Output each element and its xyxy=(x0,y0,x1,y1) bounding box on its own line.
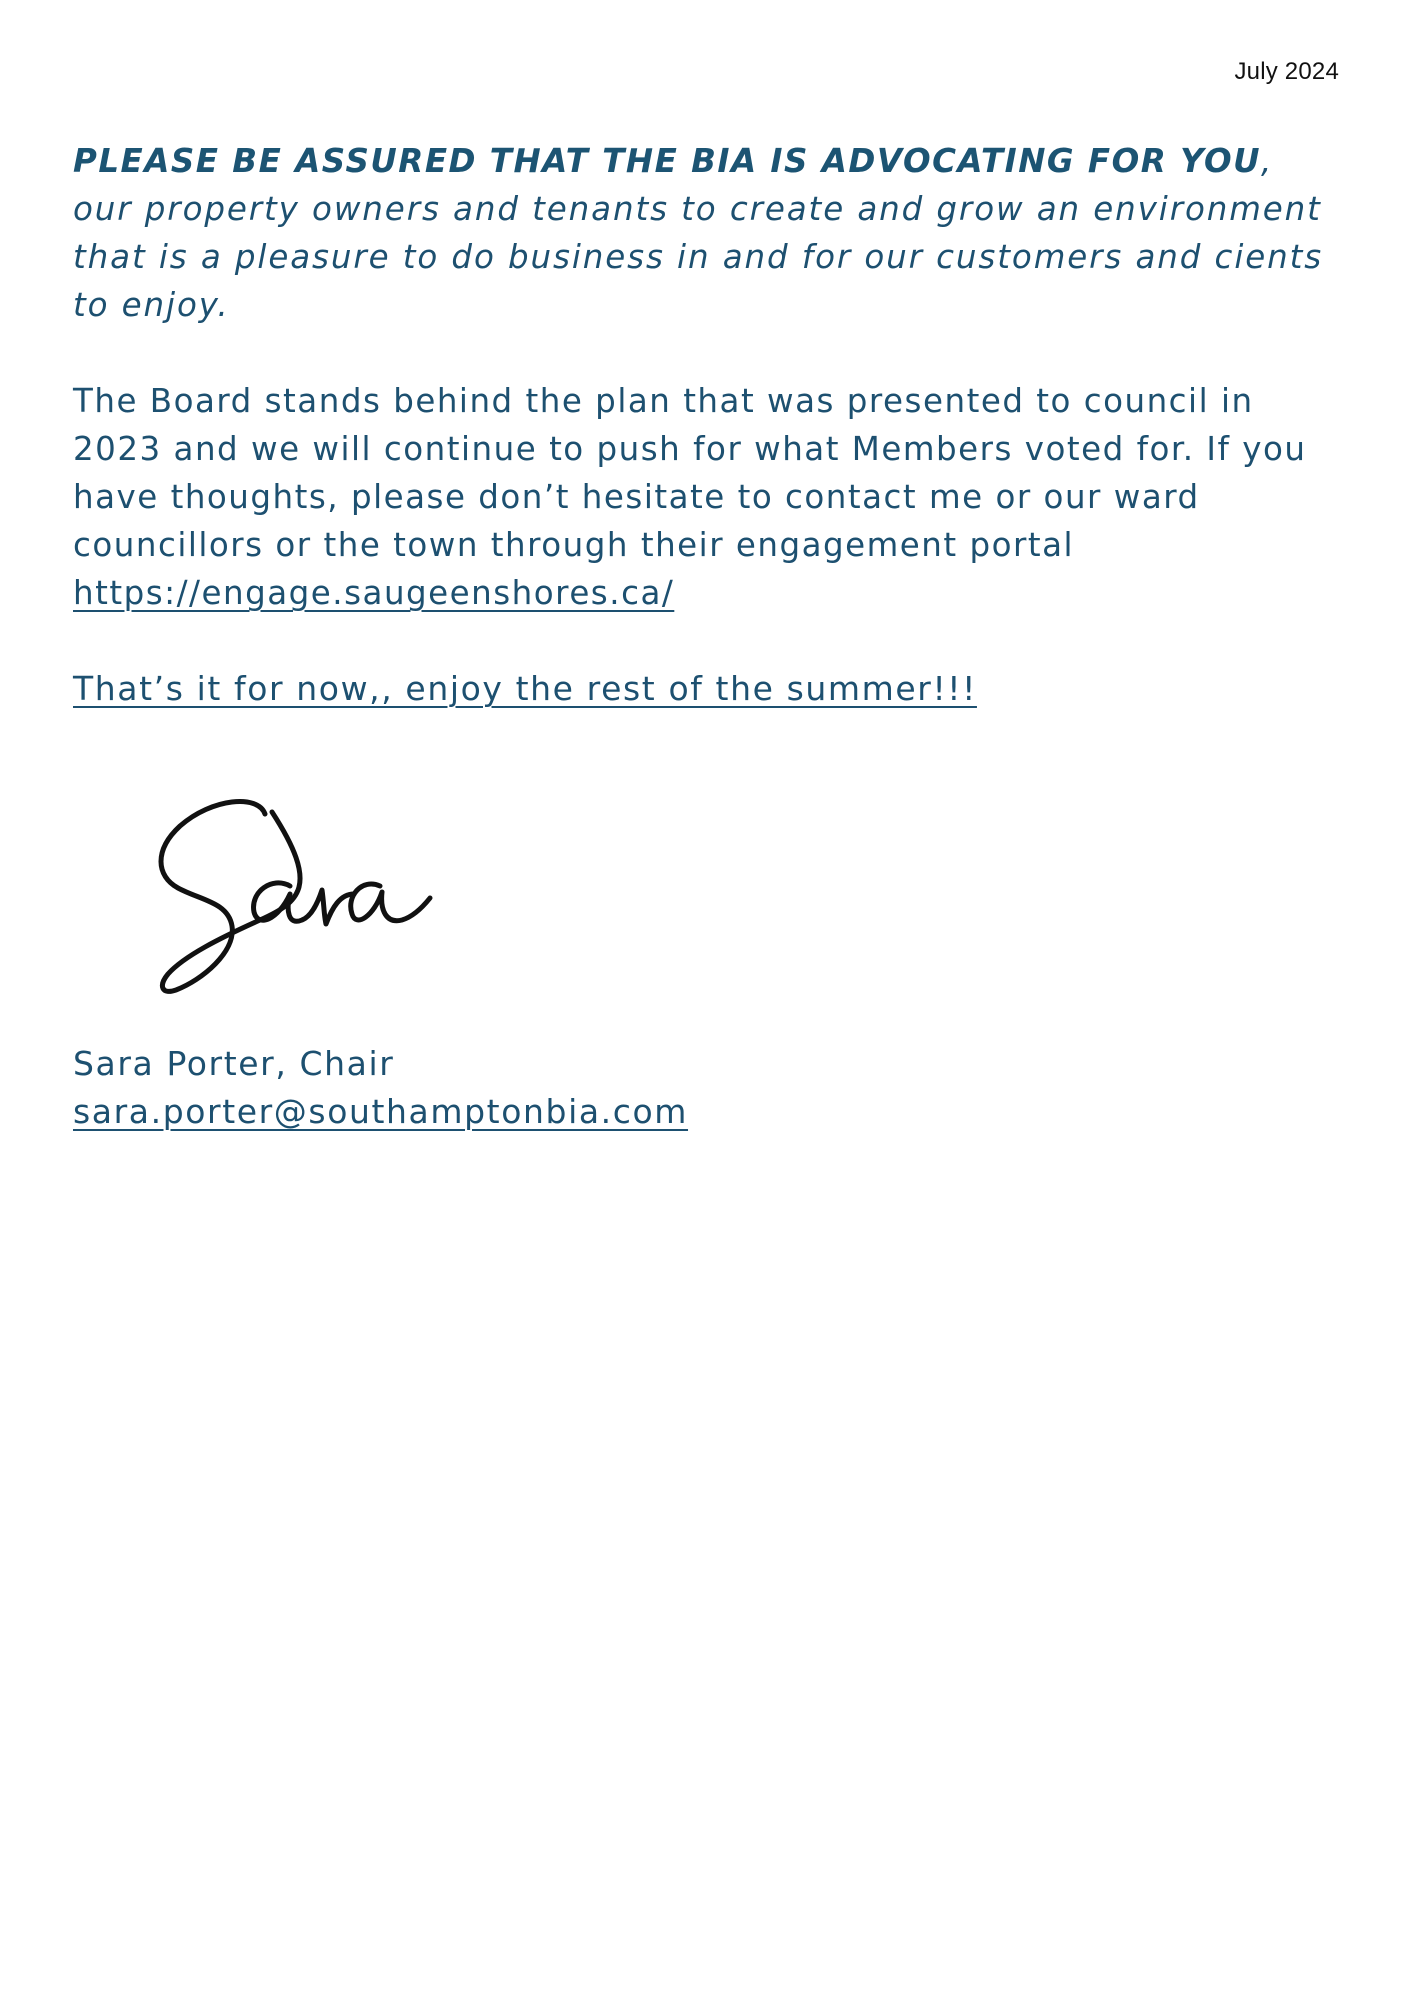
signer-email-link[interactable]: sara.porter@southamptonbia.com xyxy=(73,1092,689,1131)
signature-block xyxy=(73,1040,688,1136)
engagement-portal-link[interactable]: https://engage.saugeenshores.ca/ xyxy=(73,574,675,612)
intro-rest-text: , our property owners and tenants to create and grow an environment that is a pleasure to do business in and for our customers and cients to enjoy. xyxy=(73,142,1324,324)
letter-body xyxy=(73,137,1343,713)
intro-bold-statement: PLEASE BE ASSURED THAT THE BIA IS ADVOCATING FOR YOU xyxy=(73,142,1261,180)
signer-name-title: Sara Porter, Chair xyxy=(73,1044,395,1083)
board-paragraph-text: The Board stands behind the plan that was presented to council in 2023 and we will continue to push for what Members voted for. If you have thoughts, please don’t hesitate to contact me or our ward councillors or the town through their engagement portal xyxy=(73,382,1307,564)
handwritten-signature xyxy=(150,790,440,1000)
intro-paragraph xyxy=(73,137,1343,329)
board-paragraph xyxy=(73,377,1343,617)
letter-date: July 2024 xyxy=(1234,58,1339,85)
closing-line[interactable]: That’s it for now,, enjoy the rest of the summer!!! xyxy=(73,669,977,708)
